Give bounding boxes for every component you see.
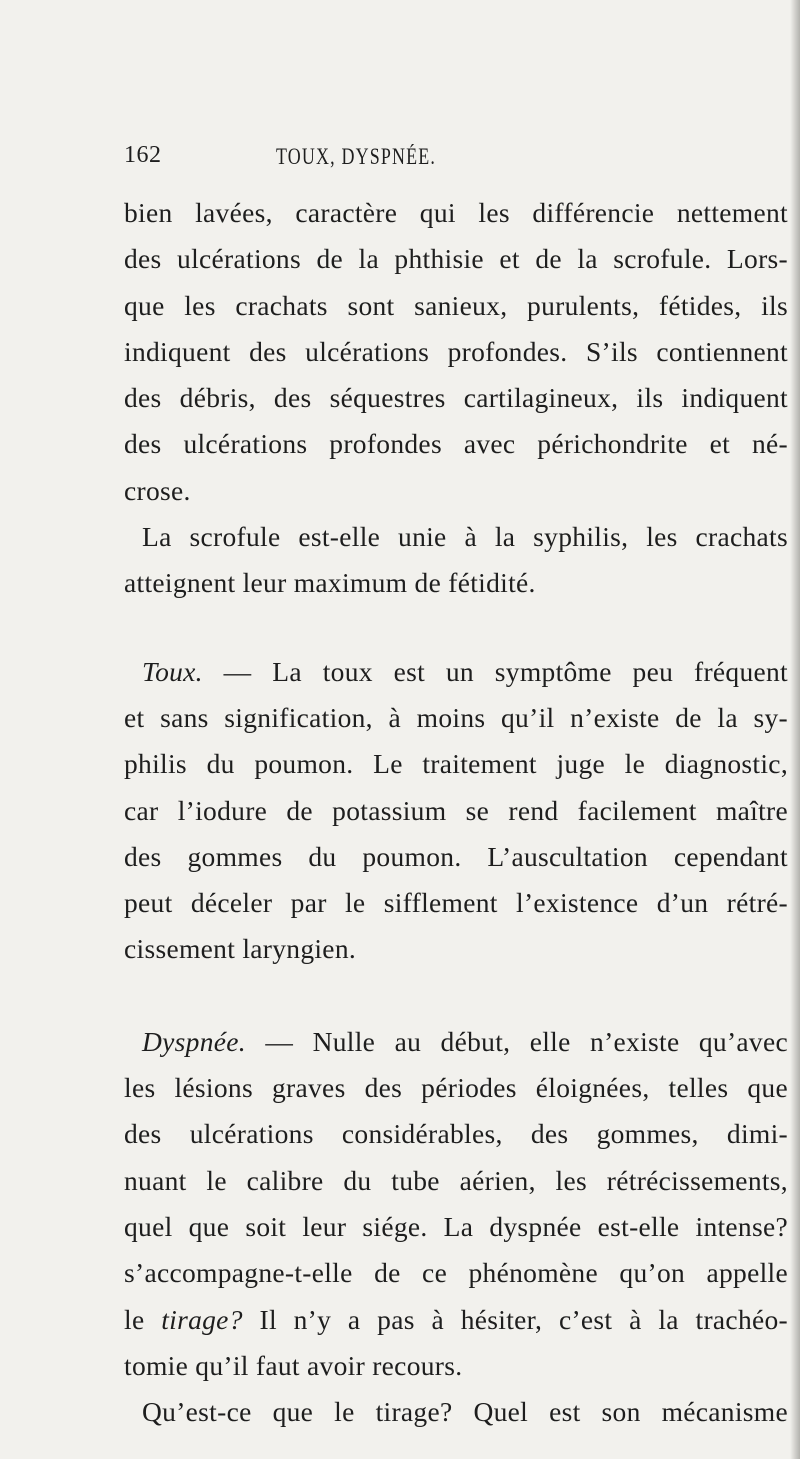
- text-line: des gommes du poumon. L’auscultation cependant: [124, 840, 788, 872]
- italic-term-tirage: tirage?: [161, 1303, 243, 1335]
- text-line: indiquent des ulcérations profondes. S’ils contiennent: [124, 335, 788, 367]
- text-line: bien lavées, caractère qui les différencie nettement: [124, 197, 788, 228]
- text-line: quel que soit leur siége. La dyspnée est-elle intense?: [124, 1210, 788, 1242]
- paragraph-dyspnee: [124, 1019, 788, 1389]
- paragraph-gap: [124, 973, 788, 1019]
- text-line: des ulcérations considérables, des gommes, dimi-: [124, 1118, 788, 1150]
- text-line: les lésions graves des périodes éloignées, telles que: [124, 1072, 788, 1104]
- text-line: [124, 1297, 788, 1343]
- running-head: TOUX, DYSPNÉE.: [276, 144, 437, 169]
- section-heading-dyspnee: Dyspnée.: [142, 1025, 246, 1057]
- paragraph-toux: [124, 649, 788, 973]
- text-line: des ulcérations profondes avec périchondrite et né-: [124, 428, 788, 460]
- text-line: tomie qu’il faut avoir recours.: [124, 1349, 463, 1381]
- section-heading-toux: Toux.: [142, 655, 203, 687]
- text-span: le: [124, 1303, 162, 1335]
- text-line: cissement laryngien.: [124, 933, 357, 965]
- text-line: des débris, des séquestres cartilagineux, ils indiquent: [124, 382, 788, 414]
- text-line: atteignent leur maximum de fétidité.: [124, 567, 536, 599]
- text-line: des ulcérations de la phthisie et de la scrofule. Lors-: [124, 243, 788, 275]
- page-number: 162: [124, 142, 162, 168]
- text-line: nuant le calibre du tube aérien, les rétrécissements,: [124, 1164, 788, 1196]
- text-line: Qu’est-ce que le tirage? Quel est son mécanisme: [142, 1396, 788, 1428]
- page-header: [124, 142, 684, 182]
- text-line: crose.: [124, 474, 191, 506]
- text-line: philis du poumon. Le traitement juge le diagnostic,: [124, 748, 788, 780]
- text-span: — Nulle au début, elle n’existe qu’avec: [245, 1025, 788, 1057]
- text-span: Il n’y a pas à hésiter, c’est à la trachéo-: [242, 1303, 789, 1335]
- text-line: s’accompagne-t-elle de ce phénomène qu’on appelle: [124, 1257, 788, 1289]
- paragraph-crachats: [124, 190, 788, 514]
- paragraph-gap: [124, 607, 788, 649]
- text-span: — La toux est un symptôme peu fréquent: [202, 655, 788, 687]
- text-line: que les crachats sont sanieux, purulents, fétides, ils: [124, 289, 788, 321]
- text-line: [124, 649, 788, 695]
- paragraph-tirage-question: [124, 1389, 788, 1435]
- text-line: [124, 1019, 788, 1065]
- text-line: car l’iodure de potassium se rend facilement maître: [124, 794, 788, 826]
- paragraph-scrofule: [124, 514, 788, 607]
- body-text: [124, 190, 788, 1435]
- text-line: La scrofule est-elle unie à la syphilis, les crachats: [142, 521, 788, 553]
- text-line: et sans signification, à moins qu’il n’existe de la sy-: [124, 701, 788, 733]
- page-edge-shadow: [790, 0, 800, 1459]
- text-line: peut déceler par le sifflement l’existence d’un rétré-: [124, 887, 788, 919]
